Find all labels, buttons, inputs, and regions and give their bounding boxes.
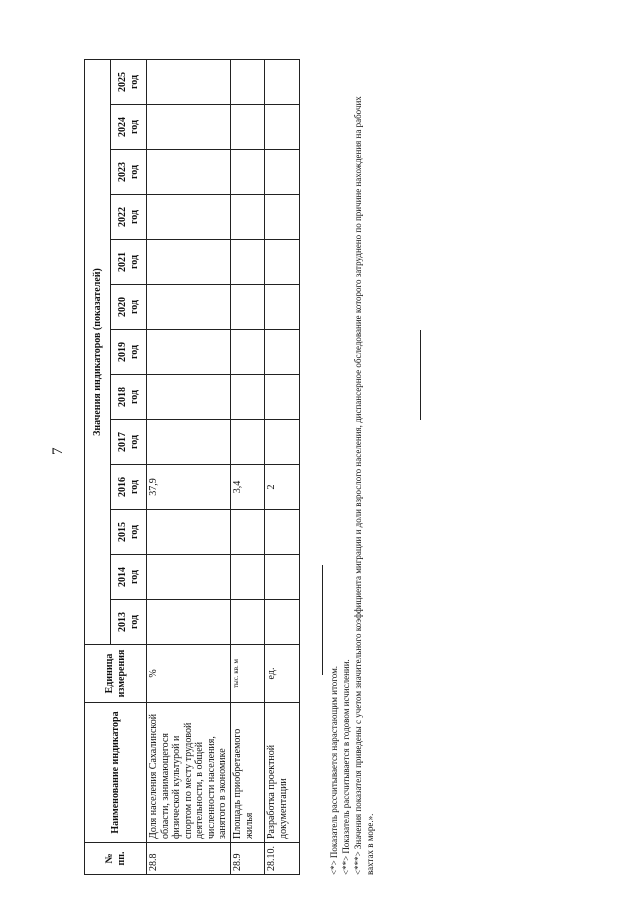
table-row <box>147 60 231 875</box>
year-2017: 2017 год <box>111 420 147 465</box>
row-name: Разработка проектной документации <box>265 703 300 843</box>
year-2021: 2021 год <box>111 240 147 285</box>
header-values-group: Значения индикаторов (показателей) <box>85 60 111 645</box>
year-2019: 2019 год <box>111 330 147 375</box>
header-unit: Единица измерения <box>85 645 147 703</box>
indicators-table <box>84 59 300 875</box>
year-2023: 2023 год <box>111 150 147 195</box>
row-num: 28.8 <box>147 843 231 875</box>
year-2020: 2020 год <box>111 285 147 330</box>
row-name: Доля населения Сахалинской области, занимающегося физической культурой и спортом по месту трудовой деятельности, в общей численности населения, занятого в экономике <box>147 703 231 843</box>
year-2025: 2025 год <box>111 60 147 105</box>
row-num: 28.10. <box>265 843 300 875</box>
year-2013: 2013 год <box>111 600 147 645</box>
header-name: Наименование индикатора <box>85 703 147 843</box>
end-separator <box>420 330 421 420</box>
row-value-2016: 2 <box>265 465 300 510</box>
page-number: 7 <box>50 447 66 455</box>
footnotes <box>328 95 376 875</box>
table-row <box>265 60 300 875</box>
row-num: 28.9 <box>231 843 265 875</box>
header-num: № пп. <box>85 843 147 875</box>
row-unit: тыс. кв. м <box>231 645 265 703</box>
footnote-separator <box>322 565 323 675</box>
row-name: Площадь приобретаемого жилья <box>231 703 265 843</box>
row-value-2016: 37,9 <box>147 465 231 510</box>
row-unit: % <box>147 645 231 703</box>
row-unit: ед. <box>265 645 300 703</box>
year-2024: 2024 год <box>111 105 147 150</box>
footnote-2: <**> Показатель рассчитывается в годовом исчислении. <box>341 659 351 875</box>
footnote-1: <*> Показатель рассчитывается нарастающим итогом. <box>329 665 339 875</box>
footnote-3: <***> Значения показателя приведены с учетом значительного коэффициента миграции и доли взрослого населения, диспансерное обследование которого затруднено по причине нахождения на рабочих вахтах в море.». <box>353 96 375 875</box>
row-value-2016: 3,4 <box>231 465 265 510</box>
year-2014: 2014 год <box>111 555 147 600</box>
year-2018: 2018 год <box>111 375 147 420</box>
year-2016: 2016 год <box>111 465 147 510</box>
table-row <box>231 60 265 875</box>
year-2022: 2022 год <box>111 195 147 240</box>
year-2015: 2015 год <box>111 510 147 555</box>
